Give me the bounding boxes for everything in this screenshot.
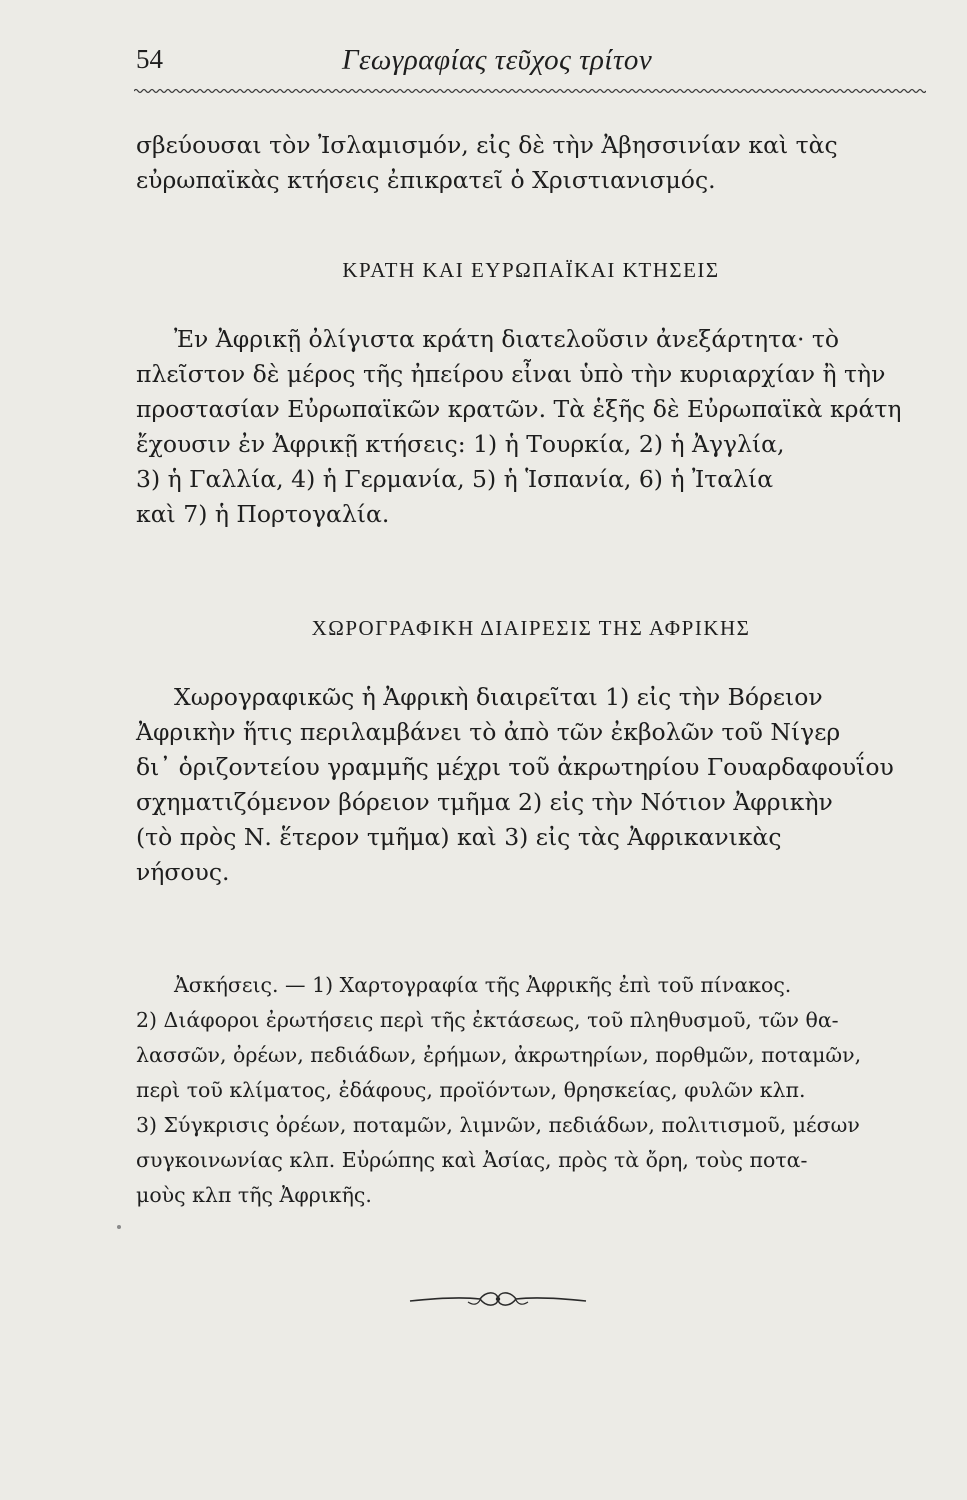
text-line: Ἐν Ἀφρικῇ ὀλίγιστα κράτη διατελοῦσιν ἀνεξάρτητα· τὸ bbox=[174, 325, 840, 353]
text-line: προστασίαν Εὐρωπαϊκῶν κρατῶν. Τὰ ἑξῆς δὲ Εὐρωπαϊκὰ κράτη bbox=[136, 395, 902, 423]
text-line: εὐρωπαϊκὰς κτήσεις ἐπικρατεῖ ὁ Χριστιανισμός. bbox=[136, 166, 716, 194]
ink-speck bbox=[117, 1225, 121, 1229]
text-line: Ἀσκήσεις. — 1) Χαρτογραφία τῆς Ἀφρικῆς ἐπὶ τοῦ πίνακος. bbox=[174, 973, 792, 997]
text-line: μοὺς κλπ τῆς Ἀφρικῆς. bbox=[136, 1183, 372, 1207]
wavy-rule-icon bbox=[134, 86, 926, 96]
exercises-paragraph bbox=[136, 968, 926, 1213]
section-heading: ΧΩΡΟΓΡΑΦΙΚΗ ΔΙΑΙΡΕΣΙΣ ΤΗΣ ΑΦΡΙΚΗΣ bbox=[311, 616, 751, 640]
running-title: Γεωγραφίας τεῦχος τρίτον bbox=[342, 44, 653, 76]
text-line: σχηματιζόμενον βόρειον τμῆμα 2) εἰς τὴν Νότιον Ἀφρικὴν bbox=[136, 788, 833, 816]
text-line: συγκοινωνίας κλπ. Εὐρώπης καὶ Ἀσίας, πρὸς τὰ ὄρη, τοὺς ποτα- bbox=[136, 1148, 808, 1172]
text-line: ἔχουσιν ἐν Ἀφρικῇ κτήσεις: 1) ἡ Τουρκία, 2) ἡ Ἀγγλία, bbox=[136, 430, 785, 458]
end-ornament-icon bbox=[408, 1288, 588, 1314]
states-paragraph bbox=[136, 322, 926, 532]
section-heading: ΚΡΑΤΗ ΚΑΙ ΕΥΡΩΠΑΪΚΑΙ ΚΤΗΣΕΙΣ bbox=[342, 258, 720, 282]
text-line: (τὸ πρὸς Ν. ἕτερον τμῆμα) καὶ 3) εἰς τὰς Ἀφρικανικὰς bbox=[136, 823, 782, 851]
text-line: περὶ τοῦ κλίματος, ἐδάφους, προϊόντων, θρησκείας, φυλῶν κλπ. bbox=[136, 1078, 806, 1102]
text-line: λασσῶν, ὀρέων, πεδιάδων, ἐρήμων, ἀκρωτηρίων, πορθμῶν, ποταμῶν, bbox=[136, 1043, 862, 1067]
text-line: 3) Σύγκρισις ὀρέων, ποταμῶν, λιμνῶν, πεδιάδων, πολιτισμοῦ, μέσων bbox=[136, 1113, 860, 1137]
page-number: 54 bbox=[136, 44, 163, 74]
page-header bbox=[136, 44, 926, 84]
text-line: Χωρογραφικῶς ἡ Ἀφρικὴ διαιρεῖται 1) εἰς τὴν Βόρειον bbox=[174, 683, 823, 711]
text-line: πλεῖστον δὲ μέρος τῆς ἠπείρου εἶναι ὑπὸ τὴν κυριαρχίαν ἢ τὴν bbox=[136, 360, 886, 388]
text-line: νήσους. bbox=[136, 858, 230, 886]
intro-paragraph bbox=[136, 128, 926, 198]
text-line: 2) Διάφοροι ἐρωτήσεις περὶ τῆς ἐκτάσεως, τοῦ πληθυσμοῦ, τῶν θα- bbox=[136, 1008, 839, 1032]
text-line: καὶ 7) ἡ Πορτογαλία. bbox=[136, 500, 390, 528]
text-line: Ἀφρικὴν ἥτις περιλαμβάνει τὸ ἀπὸ τῶν ἐκβολῶν τοῦ Νίγερ bbox=[136, 718, 841, 746]
text-line: σβεύουσαι τὸν Ἰσλαμισμόν, εἰς δὲ τὴν Ἀβησσινίαν καὶ τὰς bbox=[136, 131, 838, 159]
division-paragraph bbox=[136, 680, 926, 890]
text-line: 3) ἡ Γαλλία, 4) ἡ Γερμανία, 5) ἡ Ἱσπανία, 6) ἡ Ἰταλία bbox=[136, 465, 774, 493]
text-line: δι᾽ ὁριζοντείου γραμμῆς μέχρι τοῦ ἀκρωτηρίου Γουαρδαφουΐου bbox=[136, 753, 894, 781]
